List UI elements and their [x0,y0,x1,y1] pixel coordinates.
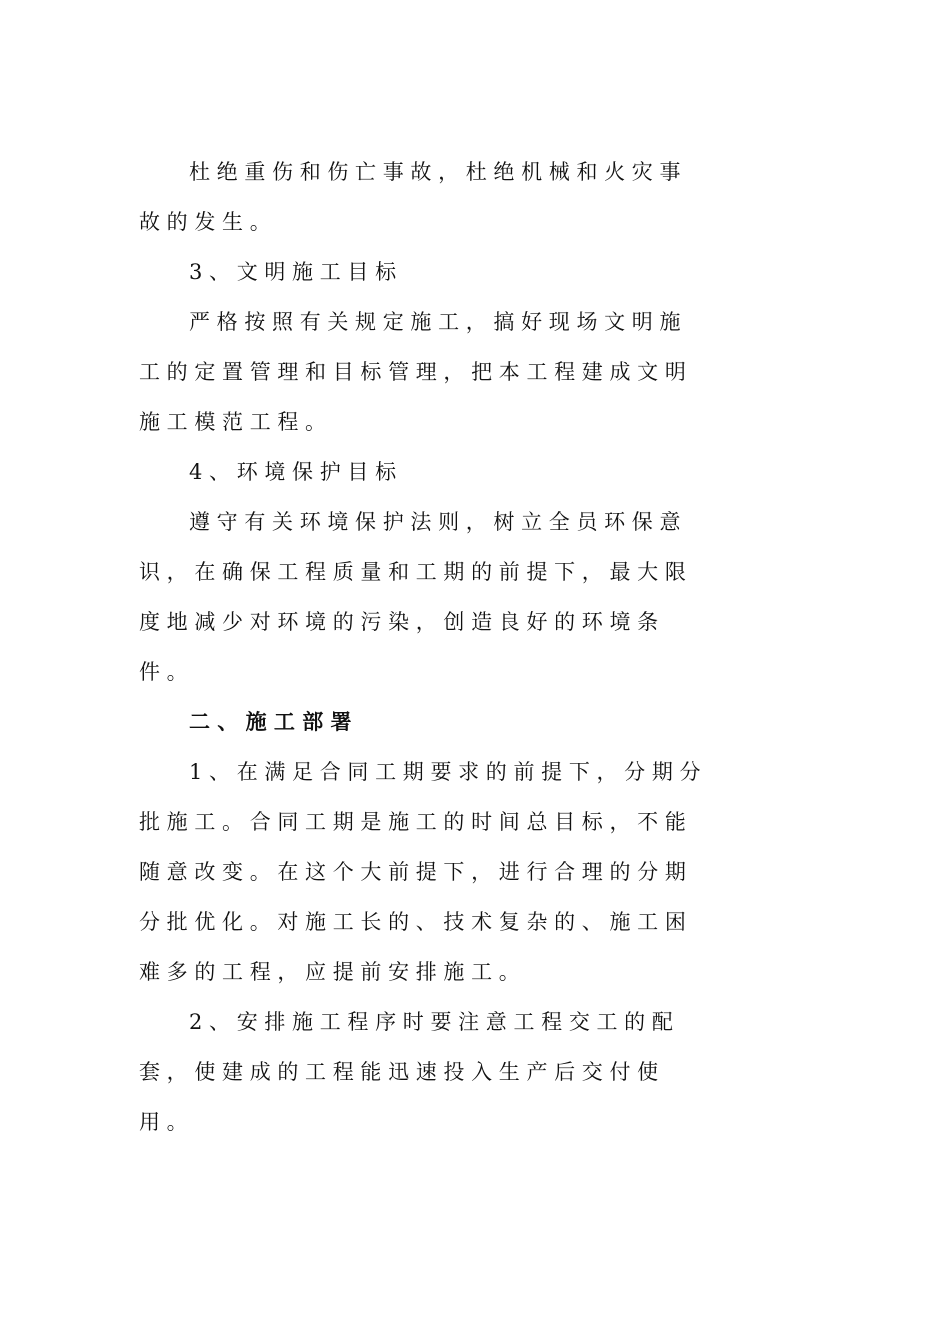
paragraph-line: 件 。 [139,660,188,684]
section-heading: 4 、 环 境 保 护 目 标 [189,460,397,484]
paragraph-line: 批 施 工 。 合 同 工 期 是 施 工 的 时 间 总 目 标 ， 不 能 [139,810,686,834]
paragraph-line: 遵 守 有 关 环 境 保 护 法 则 ， 树 立 全 员 环 保 意 [189,510,681,534]
paragraph-line: 套 ， 使 建 成 的 工 程 能 迅 速 投 入 生 产 后 交 付 使 [139,1060,659,1084]
paragraph-line: 用 。 [139,1110,188,1134]
paragraph-line: 度 地 减 少 对 环 境 的 污 染 ， 创 造 良 好 的 环 境 条 [139,610,659,634]
paragraph-line: 1 、 在 满 足 合 同 工 期 要 求 的 前 提 下 ， 分 期 分 [189,760,701,784]
chapter-heading: 二 、 施 工 部 署 [189,709,352,734]
paragraph-line: 严 格 按 照 有 关 规 定 施 工 ， 搞 好 现 场 文 明 施 [189,310,681,334]
paragraph-line: 施 工 模 范 工 程 。 [139,410,327,434]
paragraph-line: 工 的 定 置 管 理 和 目 标 管 理 ， 把 本 工 程 建 成 文 明 [139,360,686,384]
paragraph-line: 分 批 优 化 。 对 施 工 长 的 、 技 术 复 杂 的 、 施 工 困 [139,910,686,934]
paragraph-line: 杜 绝 重 伤 和 伤 亡 事 故 ， 杜 绝 机 械 和 火 灾 事 [189,160,681,184]
section-heading: 3 、 文 明 施 工 目 标 [189,260,397,284]
paragraph-line: 故 的 发 生 。 [139,210,271,234]
paragraph-line: 2 、 安 排 施 工 程 序 时 要 注 意 工 程 交 工 的 配 [189,1010,673,1034]
paragraph-line: 难 多 的 工 程 ， 应 提 前 安 排 施 工 。 [139,960,520,984]
paragraph-line: 识 ， 在 确 保 工 程 质 量 和 工 期 的 前 提 下 ， 最 大 限 [139,560,686,584]
paragraph-line: 随 意 改 变 。 在 这 个 大 前 提 下 ， 进 行 合 理 的 分 期 [139,860,686,884]
